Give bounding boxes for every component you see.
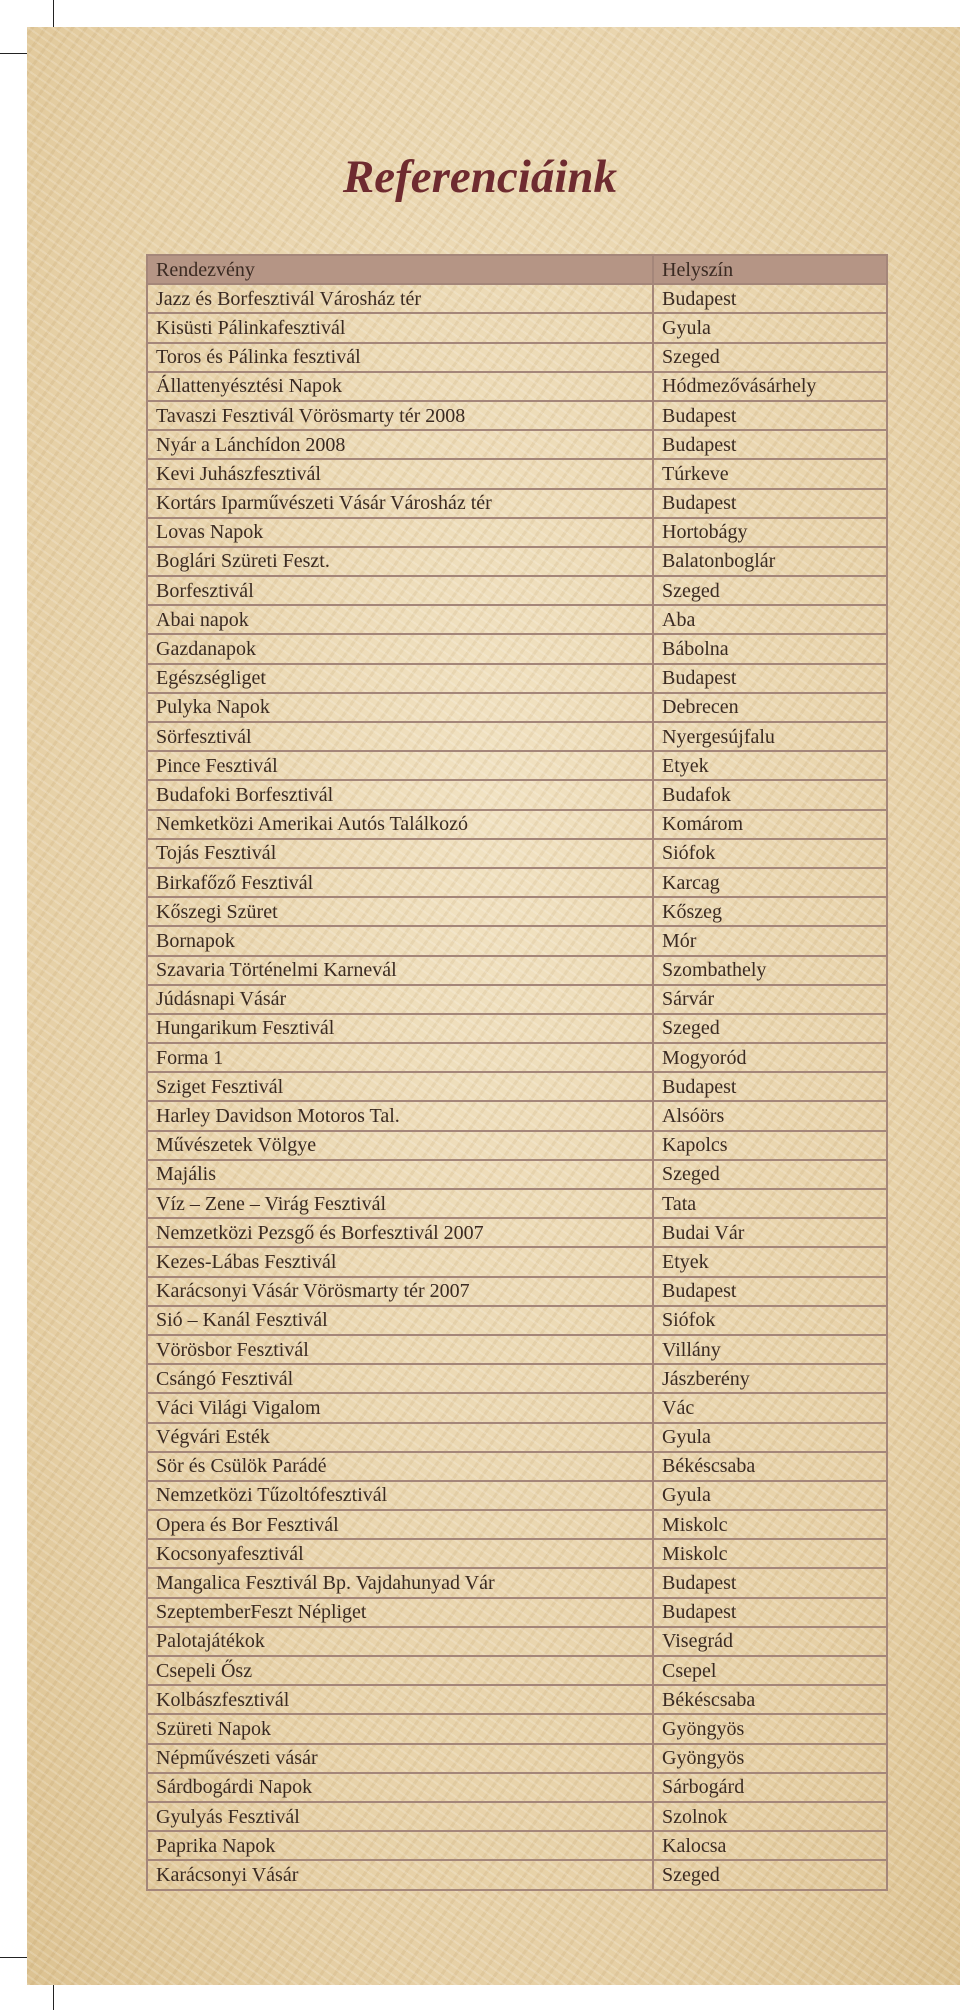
event-name-cell: Júdásnapi Vásár (147, 985, 653, 1014)
table-row (147, 1598, 887, 1627)
event-name-cell: Kortárs Iparművészeti Vásár Városház tér (147, 489, 653, 518)
location-cell: Szolnok (653, 1802, 887, 1831)
location-cell: Szombathely (653, 956, 887, 985)
location-cell: Csepel (653, 1656, 887, 1685)
event-name-cell: Palotajátékok (147, 1627, 653, 1656)
location-cell: Budapest (653, 401, 887, 430)
table-row (147, 1101, 887, 1130)
event-name-cell: Abai napok (147, 605, 653, 634)
table-row (147, 985, 887, 1014)
table-row (147, 868, 887, 897)
location-cell: Budapest (653, 284, 887, 313)
location-cell: Budapest (653, 430, 887, 459)
table-row (147, 489, 887, 518)
location-cell: Siófok (653, 839, 887, 868)
table-row (147, 664, 887, 693)
table-row (147, 430, 887, 459)
event-name-cell: Sió – Kanál Fesztivál (147, 1306, 653, 1335)
table-row (147, 1627, 887, 1656)
table-row (147, 1656, 887, 1685)
location-cell: Miskolc (653, 1510, 887, 1539)
table-row (147, 839, 887, 868)
location-cell: Etyek (653, 1247, 887, 1276)
event-name-cell: Lovas Napok (147, 518, 653, 547)
table-row (147, 926, 887, 955)
event-name-cell: Tojás Fesztivál (147, 839, 653, 868)
table-row (147, 313, 887, 342)
location-cell: Budapest (653, 1072, 887, 1101)
event-name-cell: Sziget Fesztivál (147, 1072, 653, 1101)
event-name-cell: Művészetek Völgye (147, 1131, 653, 1160)
location-cell: Budapest (653, 1277, 887, 1306)
table-row (147, 1218, 887, 1247)
event-name-cell: Kőszegi Szüret (147, 897, 653, 926)
event-name-cell: Opera és Bor Fesztivál (147, 1510, 653, 1539)
table-row (147, 1247, 887, 1276)
event-name-cell: Kisüsti Pálinkafesztivál (147, 313, 653, 342)
table-row (147, 751, 887, 780)
event-name-cell: Borfesztivál (147, 576, 653, 605)
location-cell: Békéscsaba (653, 1452, 887, 1481)
table-header-row (147, 255, 887, 284)
event-name-cell: Csepeli Ősz (147, 1656, 653, 1685)
event-name-cell: Majális (147, 1160, 653, 1189)
table-row (147, 284, 887, 313)
column-header-location: Helyszín (653, 255, 887, 284)
event-name-cell: Karácsonyi Vásár Vörösmarty tér 2007 (147, 1277, 653, 1306)
location-cell: Jászberény (653, 1364, 887, 1393)
event-name-cell: Kezes-Lábas Fesztivál (147, 1247, 653, 1276)
event-name-cell: Szavaria Történelmi Karnevál (147, 956, 653, 985)
table-row (147, 1364, 887, 1393)
table-row (147, 1714, 887, 1743)
event-name-cell: Bornapok (147, 926, 653, 955)
table-row (147, 1043, 887, 1072)
column-header-event: Rendezvény (147, 255, 653, 284)
event-name-cell: Karácsonyi Vásár (147, 1860, 653, 1889)
location-cell: Szeged (653, 1860, 887, 1889)
event-name-cell: Birkafőző Fesztivál (147, 868, 653, 897)
location-cell: Sárbogárd (653, 1773, 887, 1802)
location-cell: Komárom (653, 810, 887, 839)
location-cell: Karcag (653, 868, 887, 897)
location-cell: Visegrád (653, 1627, 887, 1656)
location-cell: Debrecen (653, 693, 887, 722)
event-name-cell: Népművészeti vásár (147, 1744, 653, 1773)
table-row (147, 605, 887, 634)
table-row (147, 1306, 887, 1335)
table-row (147, 1131, 887, 1160)
table-row (147, 1568, 887, 1597)
location-cell: Budapest (653, 1598, 887, 1627)
location-cell: Budai Vár (653, 1218, 887, 1247)
table-row (147, 518, 887, 547)
event-name-cell: Gyulyás Fesztivál (147, 1802, 653, 1831)
event-name-cell: Állattenyésztési Napok (147, 372, 653, 401)
location-cell: Budapest (653, 1568, 887, 1597)
location-cell: Vác (653, 1393, 887, 1422)
table-row (147, 693, 887, 722)
table-row (147, 1393, 887, 1422)
event-name-cell: Kevi Juhászfesztivál (147, 459, 653, 488)
location-cell: Túrkeve (653, 459, 887, 488)
table-row (147, 343, 887, 372)
location-cell: Hortobágy (653, 518, 887, 547)
event-name-cell: Gazdanapok (147, 634, 653, 663)
table-row (147, 1802, 887, 1831)
event-name-cell: Pince Fesztivál (147, 751, 653, 780)
table-row (147, 459, 887, 488)
table-row (147, 956, 887, 985)
table-row (147, 1072, 887, 1101)
location-cell: Mogyoród (653, 1043, 887, 1072)
event-name-cell: Sör és Csülök Parádé (147, 1452, 653, 1481)
table-row (147, 780, 887, 809)
table-row (147, 547, 887, 576)
table-row (147, 1277, 887, 1306)
event-name-cell: Toros és Pálinka fesztivál (147, 343, 653, 372)
page-title: Referenciáink (342, 151, 618, 203)
table-row (147, 1831, 887, 1860)
table-row (147, 1189, 887, 1218)
event-name-cell: Egészségliget (147, 664, 653, 693)
location-cell: Békéscsaba (653, 1685, 887, 1714)
event-name-cell: Paprika Napok (147, 1831, 653, 1860)
table-row (147, 1510, 887, 1539)
table-row (147, 1685, 887, 1714)
event-name-cell: Kocsonyafesztivál (147, 1539, 653, 1568)
location-cell: Budapest (653, 489, 887, 518)
location-cell: Mór (653, 926, 887, 955)
table-row (147, 576, 887, 605)
location-cell: Kapolcs (653, 1131, 887, 1160)
table-row (147, 1860, 887, 1889)
location-cell: Sárvár (653, 985, 887, 1014)
event-name-cell: Sörfesztivál (147, 722, 653, 751)
table-row (147, 372, 887, 401)
event-name-cell: Jazz és Borfesztivál Városház tér (147, 284, 653, 313)
location-cell: Hódmezővásárhely (653, 372, 887, 401)
location-cell: Gyula (653, 313, 887, 342)
event-name-cell: Nyár a Lánchídon 2008 (147, 430, 653, 459)
location-cell: Tata (653, 1189, 887, 1218)
table-row (147, 1773, 887, 1802)
table-row (147, 1744, 887, 1773)
event-name-cell: Nemzetközi Tűzoltófesztivál (147, 1481, 653, 1510)
table-row (147, 1423, 887, 1452)
event-name-cell: Vörösbor Fesztivál (147, 1335, 653, 1364)
table-row (147, 1481, 887, 1510)
event-name-cell: Boglári Szüreti Feszt. (147, 547, 653, 576)
event-name-cell: Végvári Esték (147, 1423, 653, 1452)
event-name-cell: Harley Davidson Motoros Tal. (147, 1101, 653, 1130)
event-name-cell: Váci Világi Vigalom (147, 1393, 653, 1422)
table-row (147, 1452, 887, 1481)
event-name-cell: Nemketközi Amerikai Autós Találkozó (147, 810, 653, 839)
location-cell: Villány (653, 1335, 887, 1364)
table-row (147, 810, 887, 839)
event-name-cell: Mangalica Fesztivál Bp. Vajdahunyad Vár (147, 1568, 653, 1597)
location-cell: Gyöngyös (653, 1714, 887, 1743)
event-name-cell: Nemzetközi Pezsgő és Borfesztivál 2007 (147, 1218, 653, 1247)
table-body (147, 284, 887, 1889)
location-cell: Etyek (653, 751, 887, 780)
table-row (147, 1539, 887, 1568)
location-cell: Nyergesújfalu (653, 722, 887, 751)
location-cell: Budafok (653, 780, 887, 809)
location-cell: Balatonboglár (653, 547, 887, 576)
location-cell: Alsóörs (653, 1101, 887, 1130)
location-cell: Kőszeg (653, 897, 887, 926)
location-cell: Gyula (653, 1423, 887, 1452)
table-row (147, 634, 887, 663)
table-row (147, 1014, 887, 1043)
location-cell: Miskolc (653, 1539, 887, 1568)
location-cell: Szeged (653, 1014, 887, 1043)
location-cell: Bábolna (653, 634, 887, 663)
event-name-cell: Forma 1 (147, 1043, 653, 1072)
location-cell: Siófok (653, 1306, 887, 1335)
table-row (147, 722, 887, 751)
event-name-cell: Budafoki Borfesztivál (147, 780, 653, 809)
event-name-cell: Víz – Zene – Virág Fesztivál (147, 1189, 653, 1218)
location-cell: Gyula (653, 1481, 887, 1510)
table-row (147, 1335, 887, 1364)
event-name-cell: Pulyka Napok (147, 693, 653, 722)
event-name-cell: Hungarikum Fesztivál (147, 1014, 653, 1043)
location-cell: Gyöngyös (653, 1744, 887, 1773)
event-name-cell: SzeptemberFeszt Népliget (147, 1598, 653, 1627)
event-name-cell: Sárdbogárdi Napok (147, 1773, 653, 1802)
event-name-cell: Tavaszi Fesztivál Vörösmarty tér 2008 (147, 401, 653, 430)
event-name-cell: Kolbászfesztivál (147, 1685, 653, 1714)
table-row (147, 401, 887, 430)
location-cell: Kalocsa (653, 1831, 887, 1860)
location-cell: Szeged (653, 343, 887, 372)
location-cell: Szeged (653, 1160, 887, 1189)
table-row (147, 897, 887, 926)
location-cell: Budapest (653, 664, 887, 693)
event-name-cell: Szüreti Napok (147, 1714, 653, 1743)
location-cell: Szeged (653, 576, 887, 605)
event-name-cell: Csángó Fesztivál (147, 1364, 653, 1393)
references-table (146, 254, 888, 1891)
location-cell: Aba (653, 605, 887, 634)
table-row (147, 1160, 887, 1189)
